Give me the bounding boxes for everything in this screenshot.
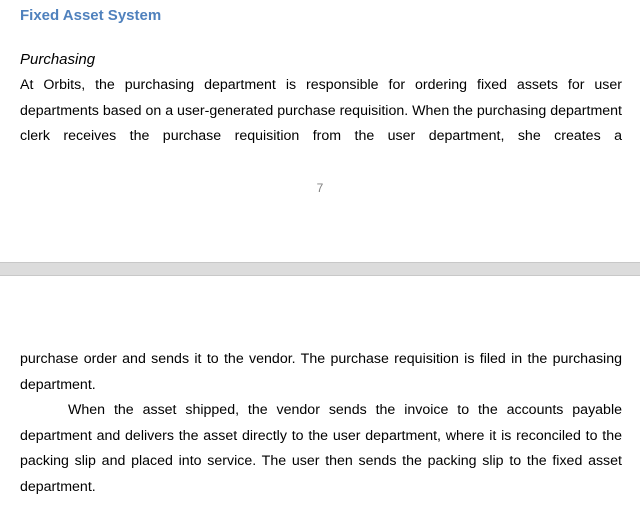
document-page-8: [0, 276, 640, 518]
section-heading: Fixed Asset System: [20, 7, 162, 24]
page-break-separator: [0, 262, 640, 276]
paragraph-purchasing: At Orbits, the purchasing department is responsible for ordering fixed assets for user departments based on a user-generated purchase requisition. When the purchasing department clerk receives the purchase requisition from the user department, she creates a: [20, 77, 622, 144]
paragraph-asset-shipping: When the asset shipped, the vendor sends the invoice to the accounts payable department and delivers the asset directly to the user department, where it is reconciled to the packing slip and placed into service. The user then sends the packing slip to the fixed asset department.: [20, 402, 622, 495]
sub-heading-purchasing: Purchasing: [20, 51, 96, 68]
page-number: 7: [316, 181, 324, 195]
paragraph-purchasing-continued: purchase order and sends it to the vendor. The purchase requisition is filed in the purchasing department.: [20, 351, 622, 393]
